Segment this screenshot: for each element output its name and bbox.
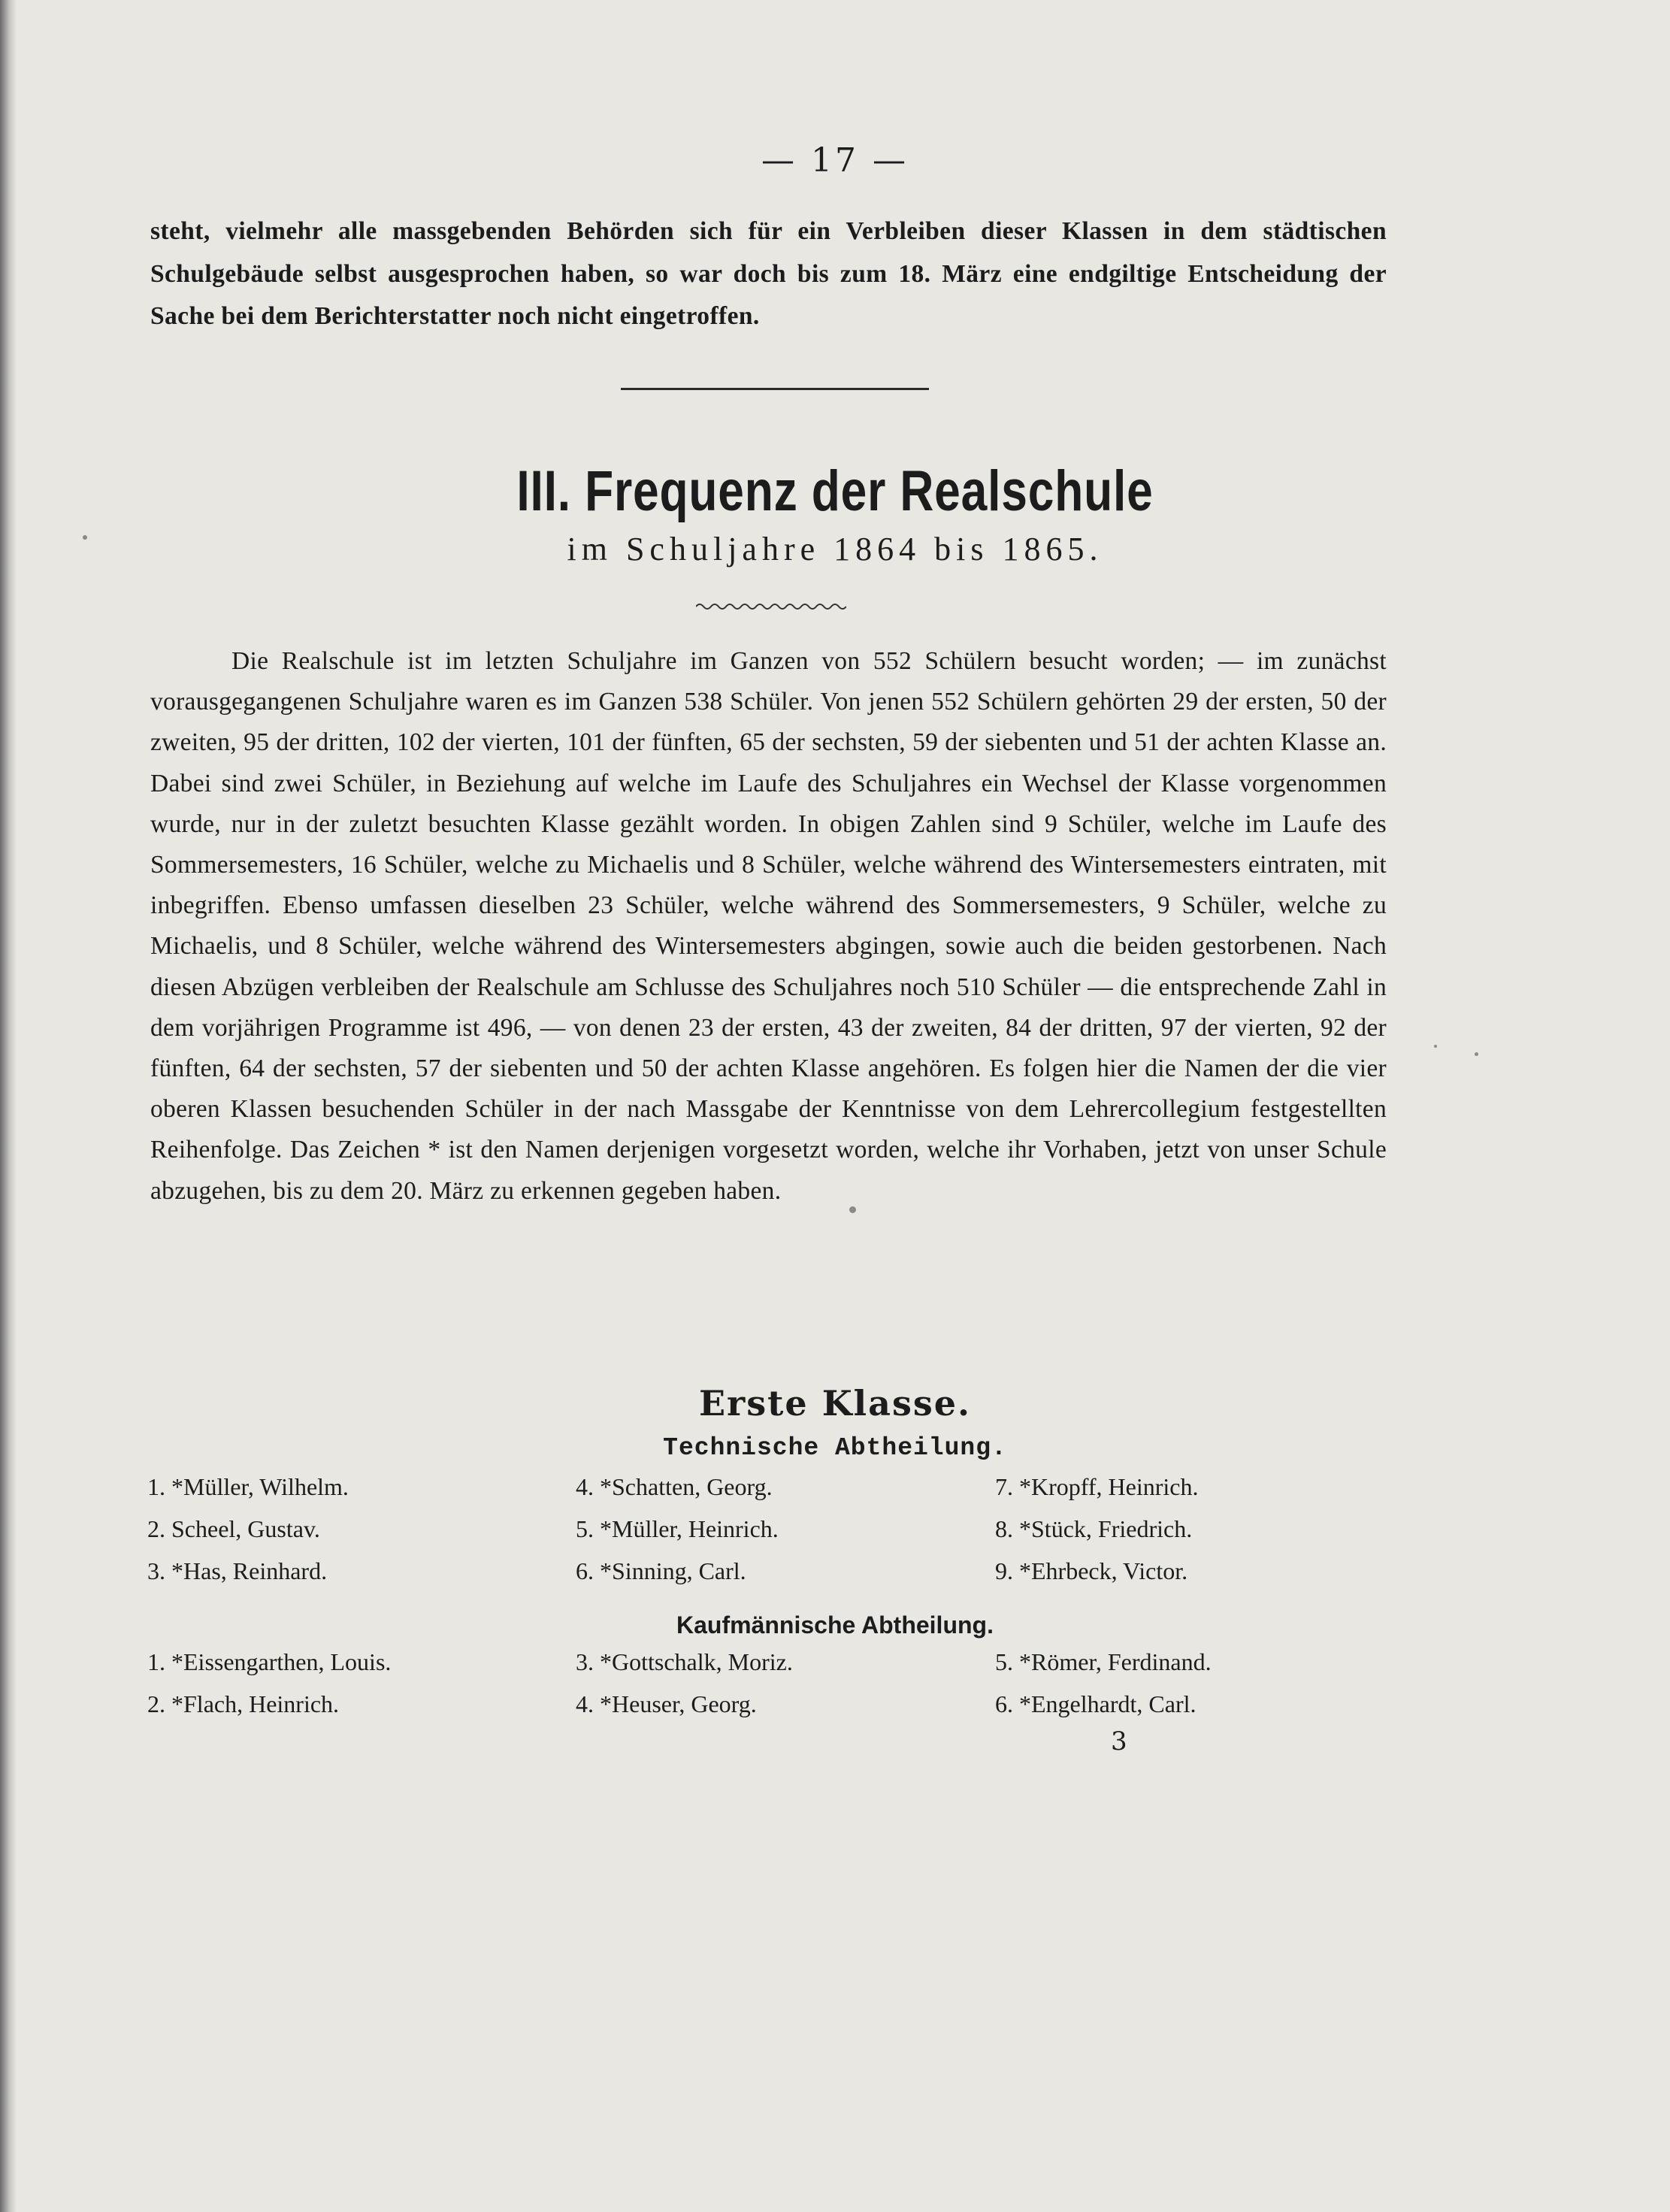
roster-row xyxy=(0,1473,1670,1515)
paper-speck xyxy=(1434,1045,1437,1048)
student-entry: 2. *Flach, Heinrich. xyxy=(147,1690,340,1717)
section-subtitle: im Schuljahre 1864 bis 1865. xyxy=(567,531,1103,567)
student-entry: 5. *Müller, Heinrich. xyxy=(576,1515,779,1542)
student-entry: 1. *Müller, Wilhelm. xyxy=(147,1473,349,1500)
paper-speck xyxy=(83,535,87,540)
section-title: III. Frequenz der Realschule xyxy=(516,459,1154,523)
technical-roster xyxy=(0,1473,1670,1599)
student-entry: 7. *Kropff, Heinrich. xyxy=(995,1473,1199,1500)
student-entry: 4. *Schatten, Georg. xyxy=(576,1473,773,1500)
page-number: — 17 — xyxy=(761,141,909,180)
student-entry: 9. *Ehrbeck, Victor. xyxy=(995,1557,1188,1584)
student-entry: 3. *Has, Reinhard. xyxy=(147,1557,328,1584)
paper-speck xyxy=(849,1206,856,1213)
roster-row xyxy=(0,1557,1670,1599)
student-entry: 8. *Stück, Friedrich. xyxy=(995,1515,1193,1542)
roster-row xyxy=(0,1648,1670,1690)
student-entry: 3. *Gottschalk, Moriz. xyxy=(576,1648,793,1675)
student-entry: 4. *Heuser, Georg. xyxy=(576,1690,757,1717)
section-divider xyxy=(621,388,929,390)
class-heading: Erste Klasse. xyxy=(698,1383,972,1424)
technical-department-heading: Technische Abtheilung. xyxy=(663,1434,1007,1462)
paper-speck xyxy=(1475,1052,1478,1056)
wavy-ornament xyxy=(696,601,846,612)
signature-mark: 3 xyxy=(1111,1726,1127,1757)
student-entry: 1. *Eissengarthen, Louis. xyxy=(147,1648,392,1675)
commercial-roster xyxy=(0,1648,1670,1732)
roster-row xyxy=(0,1690,1670,1732)
intro-paragraph: steht, vielmehr alle massgebenden Behörden sich für ein Verbleiben dieser Klassen in dem städtischen Schulgebäude selbst ausgesprochen haben, so war doch bis zum 18. März eine endgiltige Entscheidung der Sache bei dem Berichterstatter noch nicht eingetroffen. xyxy=(150,217,1387,330)
student-entry: 6. *Engelhardt, Carl. xyxy=(995,1690,1197,1717)
roster-row xyxy=(0,1515,1670,1557)
main-paragraph: Die Realschule ist im letzten Schuljahre im Ganzen von 552 Schülern besucht worden; — im zunächst vorausgegangenen Schuljahre waren es im Ganzen 538 Schüler. Von jenen 552 Schülern gehörten 29 der ersten, 50 der zweiten, 95 der dritten, 102 der vierten, 101 der fünften, 65 der sechsten, 59 der siebenten und 51 der achten Klasse an. Dabei sind zwei Schüler, in Beziehung auf welche im Laufe des Schuljahres ein Wechsel der Klasse vorgenommen wurde, nur in der zuletzt besuchten Klasse gezählt worden. In obigen Zahlen sind 9 Schüler, welche im Laufe des Sommersemesters, 16 Schüler, welche zu Michaelis und 8 Schüler, welche während des Wintersemesters eintraten, mit inbegriffen. Ebenso umfassen dieselben 23 Schüler, welche während des Sommersemesters, 9 Schüler, welche zu Michaelis, und 8 Schüler, welche während des Wintersemesters abgingen, sowie auch die beiden gestorbenen. Nach diesen Abzügen verbleiben der Realschule am Schlusse des Schuljahres noch 510 Schüler — die entsprechende Zahl in dem vorjährigen Programme ist 496, — von denen 23 der ersten, 43 der zweiten, 84 der dritten, 97 der vierten, 92 der fünften, 64 der sechsten, 57 der siebenten und 50 der achten Klasse angehören. Es folgen hier die Namen der die vier oberen Klassen besuchenden Schüler in der nach Massgabe der Kenntnisse von dem Lehrercollegium festgestellten Reihenfolge. Das Zeichen * ist den Namen derjenigen vorgesetzt worden, welche ihr Vorhaben, jetzt von unser Schule abzugehen, bis zu dem 20. März zu erkennen gegeben haben. xyxy=(150,647,1387,1205)
student-entry: 5. *Römer, Ferdinand. xyxy=(995,1648,1212,1675)
commercial-department-heading: Kaufmännische Abtheilung. xyxy=(676,1611,994,1639)
student-entry: 6. *Sinning, Carl. xyxy=(576,1557,746,1584)
binding-shadow xyxy=(0,0,17,2212)
student-entry: 2. Scheel, Gustav. xyxy=(147,1515,320,1542)
